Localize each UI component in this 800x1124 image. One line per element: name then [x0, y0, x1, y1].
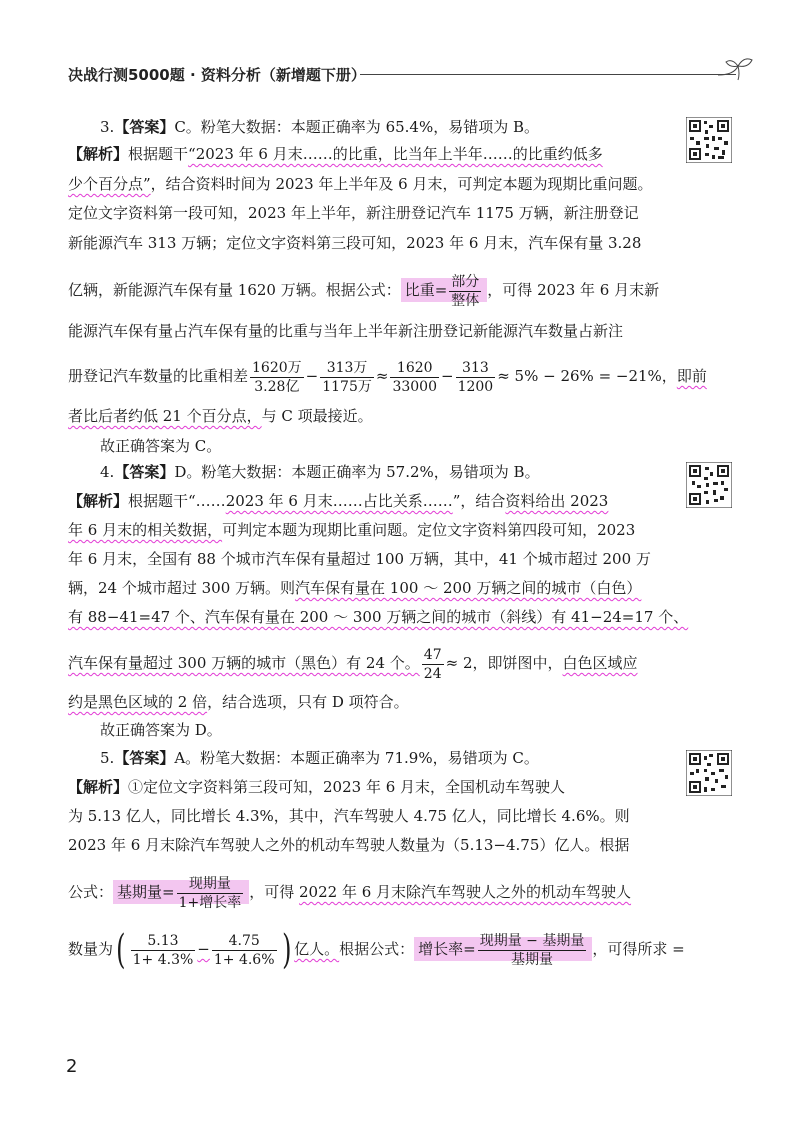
fraction: $\frac{\text{现期量}}{\text{1+增长率}}$: [178, 875, 242, 911]
text-line: 少个百分点”，结合资料时间为 2023 年上半年及 6 月末，可判定本题为现期比重问题。: [68, 175, 653, 193]
fraction: $\frac{1620}{33000}$: [392, 359, 437, 395]
q5-answer-line: 5.【答案】A。粉笔大数据：本题正确率为 71.9%，易错项为 C。: [100, 749, 539, 767]
fraction: $\frac{\text{1620万}}{\text{3.28亿}}$: [252, 359, 302, 395]
text-line: 为 5.13 亿人，同比增长 4.3%，其中，汽车驾驶人 4.75 亿人，同比增长 4.6%。则: [68, 807, 630, 825]
text-line: 新能源汽车 313 万辆；定位文字资料第三段可知，2023 年 6 月末，汽车保有量 3.28: [68, 234, 642, 252]
fraction: $\frac{47}{24}$: [423, 646, 442, 682]
text-line: 约是黑色区域的 2 倍，结合选项，只有 D 项符合。: [68, 693, 409, 711]
formula-highlight: 增长率= $\frac{\text{现期量 − 基期量}}{\text{基期量}}$: [414, 937, 592, 961]
text-line: 年 6 月末的相关数据，可判定本题为现期比重问题。定位文字资料第四段可知，2023: [68, 521, 636, 539]
text-line: 有 88−41=47 个、汽车保有量在 200 ～ 300 万辆之间的城市（斜线）有 41−24=17 个、: [68, 608, 689, 626]
text-line: 册登记汽车数量的比重相差 $\frac{\text{1620万}}{\text{3.28亿}}$ − $\frac{\text{313万}}{\text{1175万}}$ ≈ $\frac{1620}{33000}$ − $\frac{313}{1200}$ ≈ 5% − 26% = −21%，即前: [68, 359, 707, 395]
sprout-icon: [716, 54, 760, 84]
qr-code-icon[interactable]: [686, 462, 732, 508]
fraction: $\frac{\text{现期量 − 基期量}}{\text{基期量}}$: [479, 932, 585, 968]
text-line: 年 6 月末，全国有 88 个城市汽车保有量超过 100 万辆，其中，41 个城市超过 200 万: [68, 550, 651, 568]
formula-highlight: 基期量= $\frac{\text{现期量}}{\text{1+增长率}}$: [113, 880, 249, 904]
fraction: $\frac{\text{部分}}{\text{整体}}$: [451, 273, 480, 309]
fraction: $\frac{313}{1200}$: [457, 359, 494, 395]
text-line: 公式： 基期量= $\frac{\text{现期量}}{\text{1+增长率}}$ ，可得 2022 年 6 月末除汽车驾驶人之外的机动车驾驶人: [68, 875, 632, 911]
text-line: 2023 年 6 月末除汽车驾驶人之外的机动车驾驶人数量为（5.13−4.75）亿人。根据: [68, 836, 630, 854]
text-line: 定位文字资料第一段可知，2023 年上半年，新注册登记汽车 1175 万辆，新注册登记: [68, 204, 639, 222]
text-line: 汽车保有量超过 300 万辆的城市（黑色）有 24 个。 $\frac{47}{24}$ ≈ 2，即饼图中，白色区域应: [68, 646, 638, 682]
fraction: $\frac{5.13}{1+ 4.3\%}$: [132, 932, 194, 968]
page-number: 2: [66, 1056, 78, 1077]
page-header: [68, 58, 748, 92]
q3-conclusion: 故正确答案为 C。: [100, 437, 222, 455]
q3-answer-line: 3.【答案】C。粉笔大数据：本题正确率为 65.4%，易错项为 B。: [100, 118, 540, 136]
q4-analysis-line: 【解析】根据题干“……2023 年 6 月末……占比关系……”，结合资料给出 2023: [68, 492, 609, 510]
qr-code-icon[interactable]: [686, 117, 732, 163]
q4-answer-line: 4.【答案】D。粉笔大数据：本题正确率为 57.2%，易错项为 B。: [100, 463, 540, 481]
qr-code-icon[interactable]: [686, 750, 732, 796]
q4-conclusion: 故正确答案为 D。: [100, 721, 222, 739]
header-rule: [360, 74, 736, 75]
text-line: 者比后者约低 21 个百分点，与 C 项最接近。: [68, 407, 373, 425]
book-title: 决战行测5000题 · 资料分析（新增题下册）: [68, 66, 366, 84]
fraction: $\frac{4.75}{1+ 4.6\%}$: [213, 932, 275, 968]
text-line: 能源汽车保有量占汽车保有量的比重与当年上半年新注册登记新能源汽车数量占新注: [68, 322, 624, 340]
text-line: 亿辆，新能源汽车保有量 1620 万辆。根据公式： 比重= $\frac{\text{部分}}{\text{整体}}$ ，可得 2023 年 6 月末新: [68, 273, 660, 309]
q5-analysis-line: 【解析】①定位文字资料第三段可知，2023 年 6 月末，全国机动车驾驶人: [68, 778, 566, 796]
text-line: 辆，24 个城市超过 300 万辆。则汽车保有量在 100 ～ 200 万辆之间的城市（白色）: [68, 579, 642, 597]
formula-underlined: ( $\frac{5.13}{1+ 4.3\%}$ − $\frac{4.75}{1+ 4.6\%}$ ) 亿人。: [116, 927, 340, 973]
text-line: 数量为( $\frac{5.13}{1+ 4.3\%}$ − $\frac{4.75}{1+ 4.6\%}$ ) 亿人。根据公式： 增长率= $\frac{\text{现期量 − 基期量}}{\text{基期量}}$ ，可得所求 =: [68, 927, 685, 973]
formula-highlight: 比重= $\frac{\text{部分}}{\text{整体}}$: [401, 278, 488, 302]
q3-analysis-line: 【解析】根据题干“2023 年 6 月末……的比重，比当年上半年……的比重约低多: [68, 145, 603, 163]
fraction: $\frac{\text{313万}}{\text{1175万}}$: [322, 359, 372, 395]
